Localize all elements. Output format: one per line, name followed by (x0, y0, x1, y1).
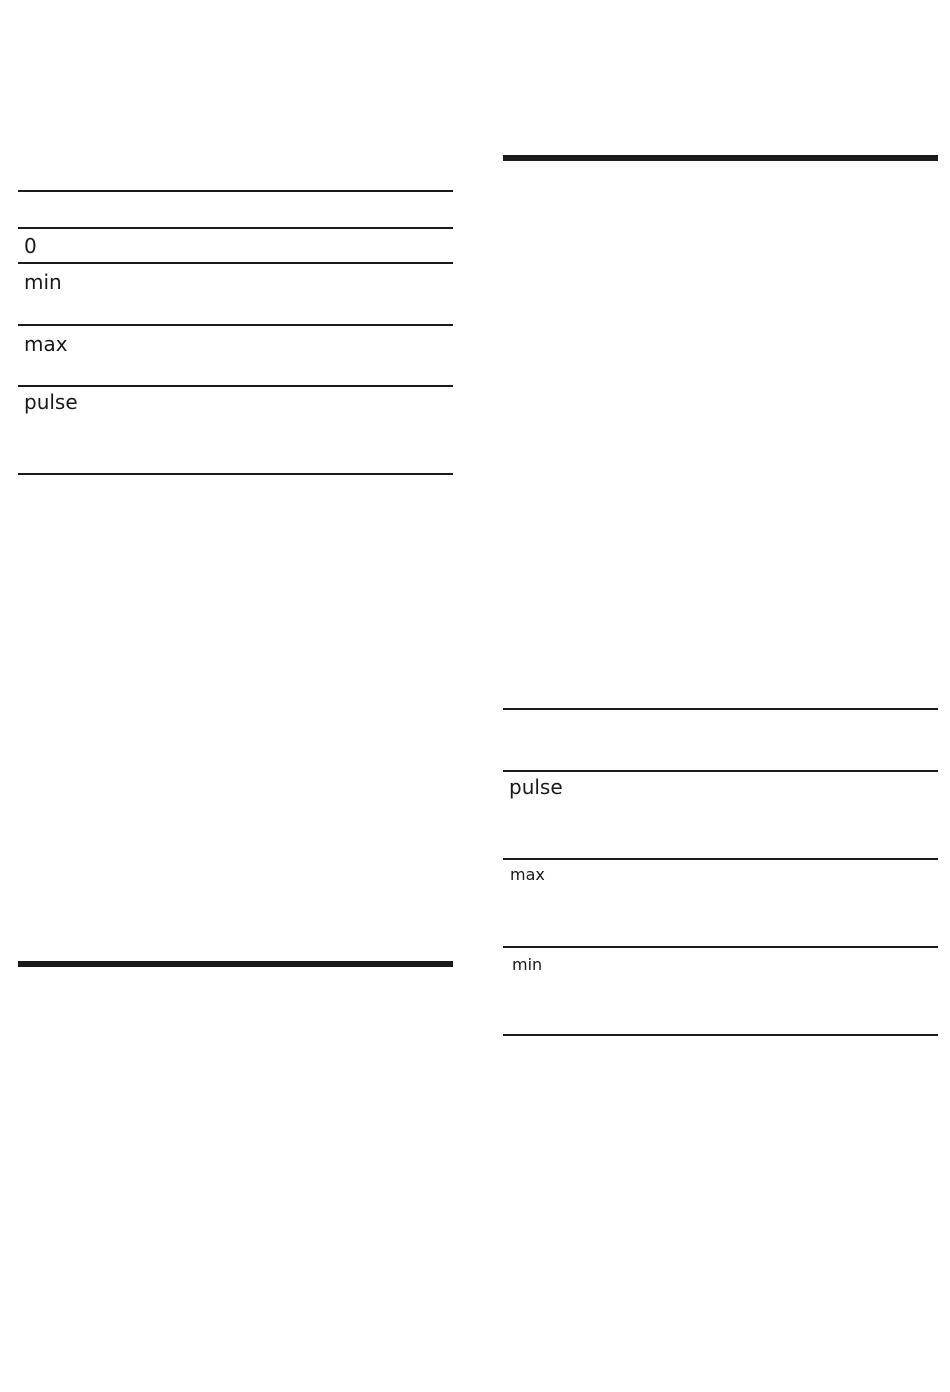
left-table-row-label-0: 0 (24, 234, 37, 258)
right-table-rule (503, 946, 938, 948)
left-table-row-label-pulse: pulse (24, 390, 78, 414)
left-table-row-label-min: min (24, 270, 62, 294)
left-section-rule (18, 961, 453, 967)
right-table-top-rule (503, 708, 938, 710)
left-table-bottom-rule (18, 473, 453, 475)
right-section-rule (503, 155, 938, 161)
left-table-rule (18, 262, 453, 264)
right-table-rule (503, 770, 938, 772)
left-table-row-label-max: max (24, 332, 68, 356)
left-table-rule (18, 324, 453, 326)
right-table-row-label-pulse: pulse (509, 775, 563, 799)
left-table-rule (18, 385, 453, 387)
right-table-row-label-min: min (512, 955, 543, 974)
left-table-rule (18, 227, 453, 229)
right-table-bottom-rule (503, 1034, 938, 1036)
right-table-rule (503, 858, 938, 860)
right-table-row-label-max: max (510, 865, 545, 884)
left-table-top-rule (18, 190, 453, 192)
